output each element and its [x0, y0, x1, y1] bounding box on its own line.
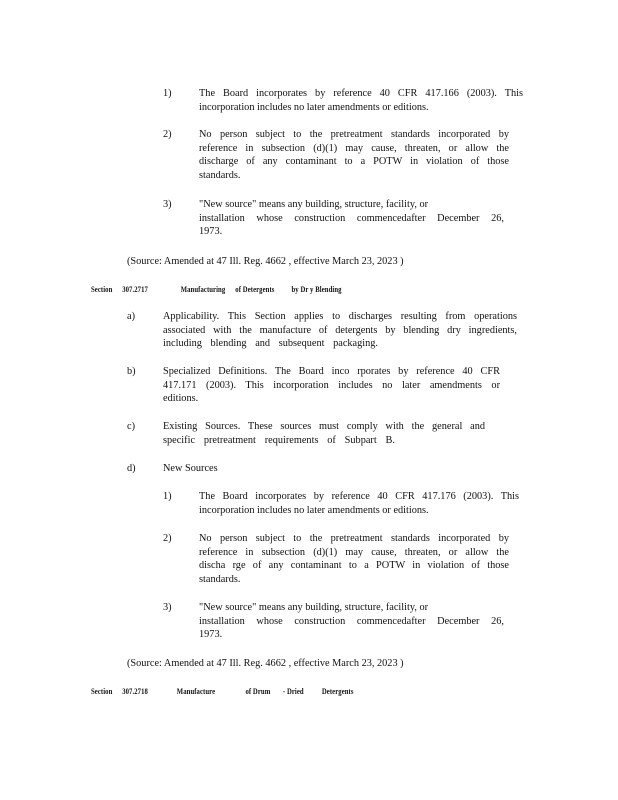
item-number: c)	[127, 421, 135, 432]
source-note: (Source: Amended at 47 Ill. Reg. 4662 , effective March 23, 2023 )	[127, 256, 404, 267]
item-text: No person subject to the pretreatment standards incorporated by reference in subsection (d)(1) may cause, threaten, or allow the discha rge of any contaminant to a POTW in violation of those standards.	[199, 533, 509, 585]
item-number: 2)	[163, 533, 172, 544]
item-number: 1)	[163, 491, 172, 502]
item-number: d)	[127, 463, 136, 474]
section-heading: Section 307.2718 Manufacture of Drum - Dried Detergents	[91, 686, 354, 696]
item-text: Specialized Definitions. The Board inco rporates by reference 40 CFR 417.171 (2003). This incorporation includes no later amendments or editions.	[163, 366, 500, 405]
item-text: No person subject to the pretreatment standards incorporated by reference in subsection (d)(1) may cause, threaten, or allow the discharge of any contaminant to a POTW in violation of those standards.	[199, 129, 509, 181]
item-text: "New source" means any building, structure, facility, or installation whose construction commencedafter December 26, 1973.	[199, 602, 504, 641]
item-text: New Sources	[163, 463, 218, 474]
item-number: b)	[127, 366, 136, 377]
item-number: 2)	[163, 129, 172, 140]
source-note: (Source: Amended at 47 Ill. Reg. 4662 , effective March 23, 2023 )	[127, 658, 404, 669]
item-text: "New source" means any building, structure, facility, or installation whose construction commencedafter December 26, 1973.	[199, 199, 504, 238]
section-heading: Section 307.2717 Manufacturing of Detergents by Dr y Blending	[91, 284, 342, 294]
item-number: 1)	[163, 88, 172, 99]
item-text: The Board incorporates by reference 40 CFR 417.176 (2003). This incorporation includes no later amendments or editions.	[199, 491, 519, 516]
item-number: a)	[127, 311, 135, 322]
item-text: The Board incorporates by reference 40 CFR 417.166 (2003). This incorporation includes no later amendments or editions.	[199, 88, 523, 113]
item-text: Applicability. This Section applies to discharges resulting from operations associated with the manufacture of detergents by blending dry ingredients, including blending and subsequent packaging.	[163, 311, 517, 350]
item-number: 3)	[163, 602, 172, 613]
item-text: Existing Sources. These sources must comply with the general and specific pretreatment requirements of Subpart B.	[163, 421, 485, 446]
item-number: 3)	[163, 199, 172, 210]
